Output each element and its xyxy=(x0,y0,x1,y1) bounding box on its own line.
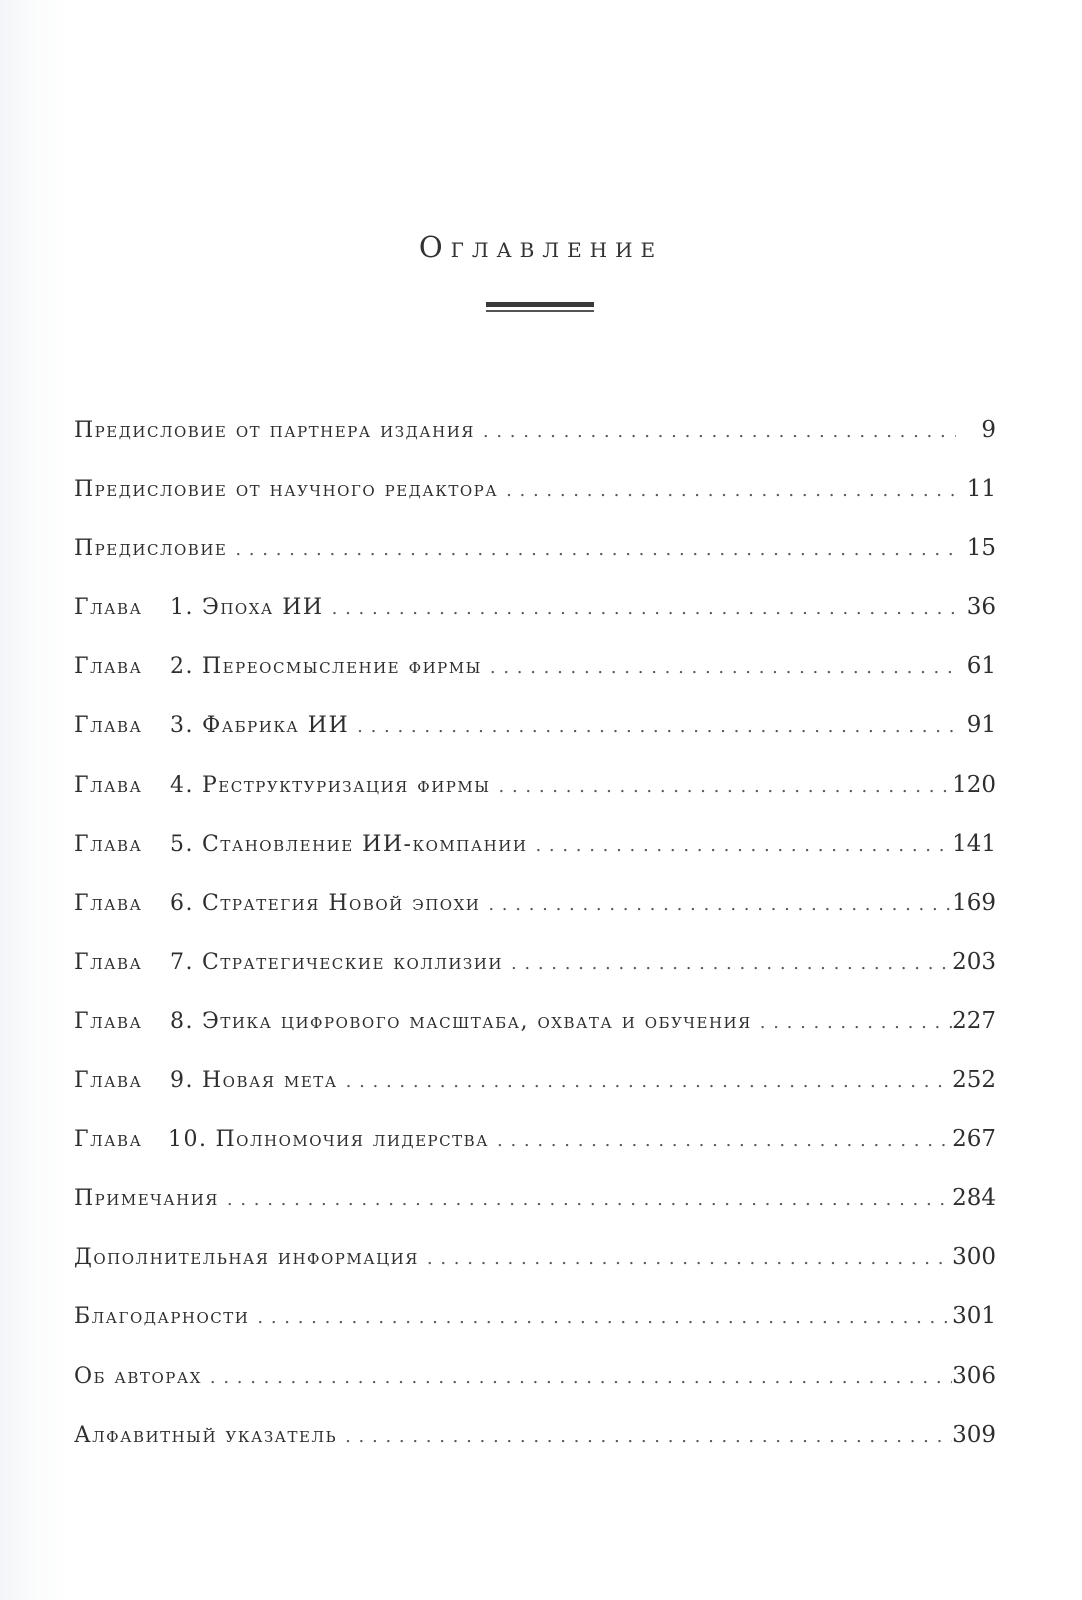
toc-leader-dots xyxy=(482,657,956,678)
toc-leader-dots xyxy=(337,1426,952,1447)
toc-entry-title: Эпоха ИИ xyxy=(202,595,324,621)
toc-leader-dots xyxy=(480,894,952,915)
toc-entry[interactable] xyxy=(74,653,996,712)
toc-entry[interactable] xyxy=(74,476,996,535)
table-of-contents xyxy=(74,417,996,1481)
toc-leader-dots xyxy=(219,1189,952,1210)
toc-entry-title: Алфавитный указатель xyxy=(74,1422,338,1448)
toc-entry[interactable] xyxy=(74,535,996,594)
toc-page-number: 91 xyxy=(966,712,996,739)
toc-page-number: 120 xyxy=(952,771,996,798)
toc-entry-title: Примечания xyxy=(74,1186,219,1212)
toc-page-number: 284 xyxy=(952,1185,996,1212)
toc-entry-title: Полномочия лидерства xyxy=(215,1127,490,1153)
toc-leader-dots xyxy=(202,1367,952,1388)
toc-entry[interactable] xyxy=(74,1422,996,1481)
toc-page-number: 227 xyxy=(952,1007,996,1034)
toc-page-number: 267 xyxy=(952,1126,996,1153)
toc-page-number: 309 xyxy=(952,1421,996,1448)
toc-entry-title: Благодарности xyxy=(74,1304,250,1330)
toc-chapter-word: Глава xyxy=(74,1008,143,1034)
toc-chapter-word: Глава xyxy=(74,831,143,857)
toc-page-number: 203 xyxy=(952,948,996,975)
toc-entry-title: Реструктуризация фирмы xyxy=(202,772,491,798)
toc-entry-title: Переосмысление фирмы xyxy=(202,654,482,680)
toc-chapter-number: 1. xyxy=(170,595,194,621)
toc-page-number: 252 xyxy=(952,1067,996,1094)
toc-page-number: 11 xyxy=(966,476,996,503)
toc-chapter-number: 8. xyxy=(170,1008,194,1034)
toc-entry-label-group xyxy=(74,654,482,679)
toc-page-number: 306 xyxy=(952,1362,996,1389)
toc-chapter-number: 6. xyxy=(170,890,194,916)
toc-entry-title: Этика цифрового масштаба, охвата и обучения xyxy=(202,1008,752,1034)
toc-chapter-number: 9. xyxy=(170,1068,194,1094)
toc-entry[interactable] xyxy=(74,831,996,890)
toc-chapter-word: Глава xyxy=(74,1068,143,1094)
title-rule-thick-line xyxy=(486,302,594,307)
toc-entry[interactable] xyxy=(74,890,996,949)
toc-leader-dots xyxy=(349,716,956,737)
toc-entry[interactable] xyxy=(74,1244,996,1303)
toc-entry-label-group xyxy=(74,1304,249,1329)
toc-chapter-word: Глава xyxy=(74,890,143,916)
toc-page-number: 141 xyxy=(952,830,996,857)
toc-entry[interactable] xyxy=(74,1303,996,1362)
toc-chapter-number: 2. xyxy=(170,654,194,680)
toc-leader-dots xyxy=(227,539,956,560)
toc-entry-title: Становление ИИ-компании xyxy=(202,831,528,857)
title-double-rule xyxy=(486,302,594,312)
toc-chapter-word: Глава xyxy=(74,1127,143,1153)
title-rule-thin-line xyxy=(486,310,594,312)
toc-chapter-number: 3. xyxy=(170,713,194,739)
toc-chapter-number: 4. xyxy=(170,772,194,798)
toc-leader-dots xyxy=(491,776,953,797)
toc-entry-title: Дополнительная информация xyxy=(74,1245,419,1271)
toc-entry-label-group xyxy=(74,418,475,443)
toc-entry-title: Об авторах xyxy=(74,1363,202,1389)
toc-entry-title: Предисловие от научного редактора xyxy=(74,477,499,503)
toc-entry-label-group xyxy=(74,1364,202,1389)
toc-leader-dots xyxy=(498,480,956,501)
toc-page-number: 36 xyxy=(966,594,996,621)
toc-leader-dots xyxy=(324,598,956,619)
toc-entry-title: Предисловие xyxy=(74,536,228,562)
toc-chapter-number: 7. xyxy=(170,949,194,975)
toc-entry[interactable] xyxy=(74,712,996,771)
toc-entry-label-group xyxy=(74,1127,489,1152)
toc-entry-label-group xyxy=(74,1245,419,1270)
toc-chapter-word: Глава xyxy=(74,713,143,739)
toc-chapter-word: Глава xyxy=(74,595,143,621)
toc-entry[interactable] xyxy=(74,417,996,476)
toc-page-number: 169 xyxy=(952,889,996,916)
toc-entry[interactable] xyxy=(74,949,996,1008)
toc-entry[interactable] xyxy=(74,1185,996,1244)
toc-entry-label-group xyxy=(74,1423,337,1448)
toc-entry-label-group xyxy=(74,1009,752,1034)
toc-entry[interactable] xyxy=(74,1363,996,1422)
toc-entry-title: Предисловие от партнера издания xyxy=(74,418,475,443)
toc-entry[interactable] xyxy=(74,1067,996,1126)
toc-leader-dots xyxy=(249,1307,952,1328)
toc-entry[interactable] xyxy=(74,1008,996,1067)
toc-title: Оглавление xyxy=(418,230,664,264)
toc-leader-dots xyxy=(503,953,952,974)
toc-entry-label-group xyxy=(74,773,491,798)
toc-page-number: 9 xyxy=(981,417,996,443)
toc-entry-label-group xyxy=(74,950,503,975)
toc-entry-label-group xyxy=(74,595,324,620)
toc-entry[interactable] xyxy=(74,594,996,653)
toc-chapter-word: Глава xyxy=(74,772,143,798)
toc-entry-label-group xyxy=(74,891,480,916)
toc-chapter-number: 10. xyxy=(168,1127,208,1153)
toc-leader-dots xyxy=(489,1130,952,1151)
toc-entry-title: Новая мета xyxy=(202,1068,338,1094)
toc-entry-label-group xyxy=(74,832,527,857)
toc-chapter-word: Глава xyxy=(74,654,143,680)
toc-chapter-number: 5. xyxy=(170,831,194,857)
toc-page-number: 15 xyxy=(966,535,996,562)
toc-entry-title: Стратегические коллизии xyxy=(202,949,503,975)
toc-leader-dots xyxy=(527,835,952,856)
toc-leader-dots xyxy=(338,1071,952,1092)
toc-entry-label-group xyxy=(74,1186,219,1211)
toc-page-number: 61 xyxy=(966,653,996,680)
toc-leader-dots xyxy=(419,1248,952,1269)
toc-leader-dots xyxy=(752,1012,952,1033)
toc-entry-label-group xyxy=(74,477,498,502)
toc-entry-title: Фабрика ИИ xyxy=(202,713,350,739)
toc-entry-label-group xyxy=(74,1068,338,1093)
toc-entry-title: Стратегия Новой эпохи xyxy=(202,890,481,916)
toc-entry[interactable] xyxy=(74,1126,996,1185)
toc-page-number: 300 xyxy=(952,1244,996,1271)
toc-entry[interactable] xyxy=(74,772,996,831)
toc-chapter-word: Глава xyxy=(74,949,143,975)
toc-leader-dots xyxy=(475,421,956,442)
toc-entry-label-group xyxy=(74,713,349,738)
toc-entry-label-group xyxy=(74,536,227,561)
toc-page-number: 301 xyxy=(952,1303,996,1330)
